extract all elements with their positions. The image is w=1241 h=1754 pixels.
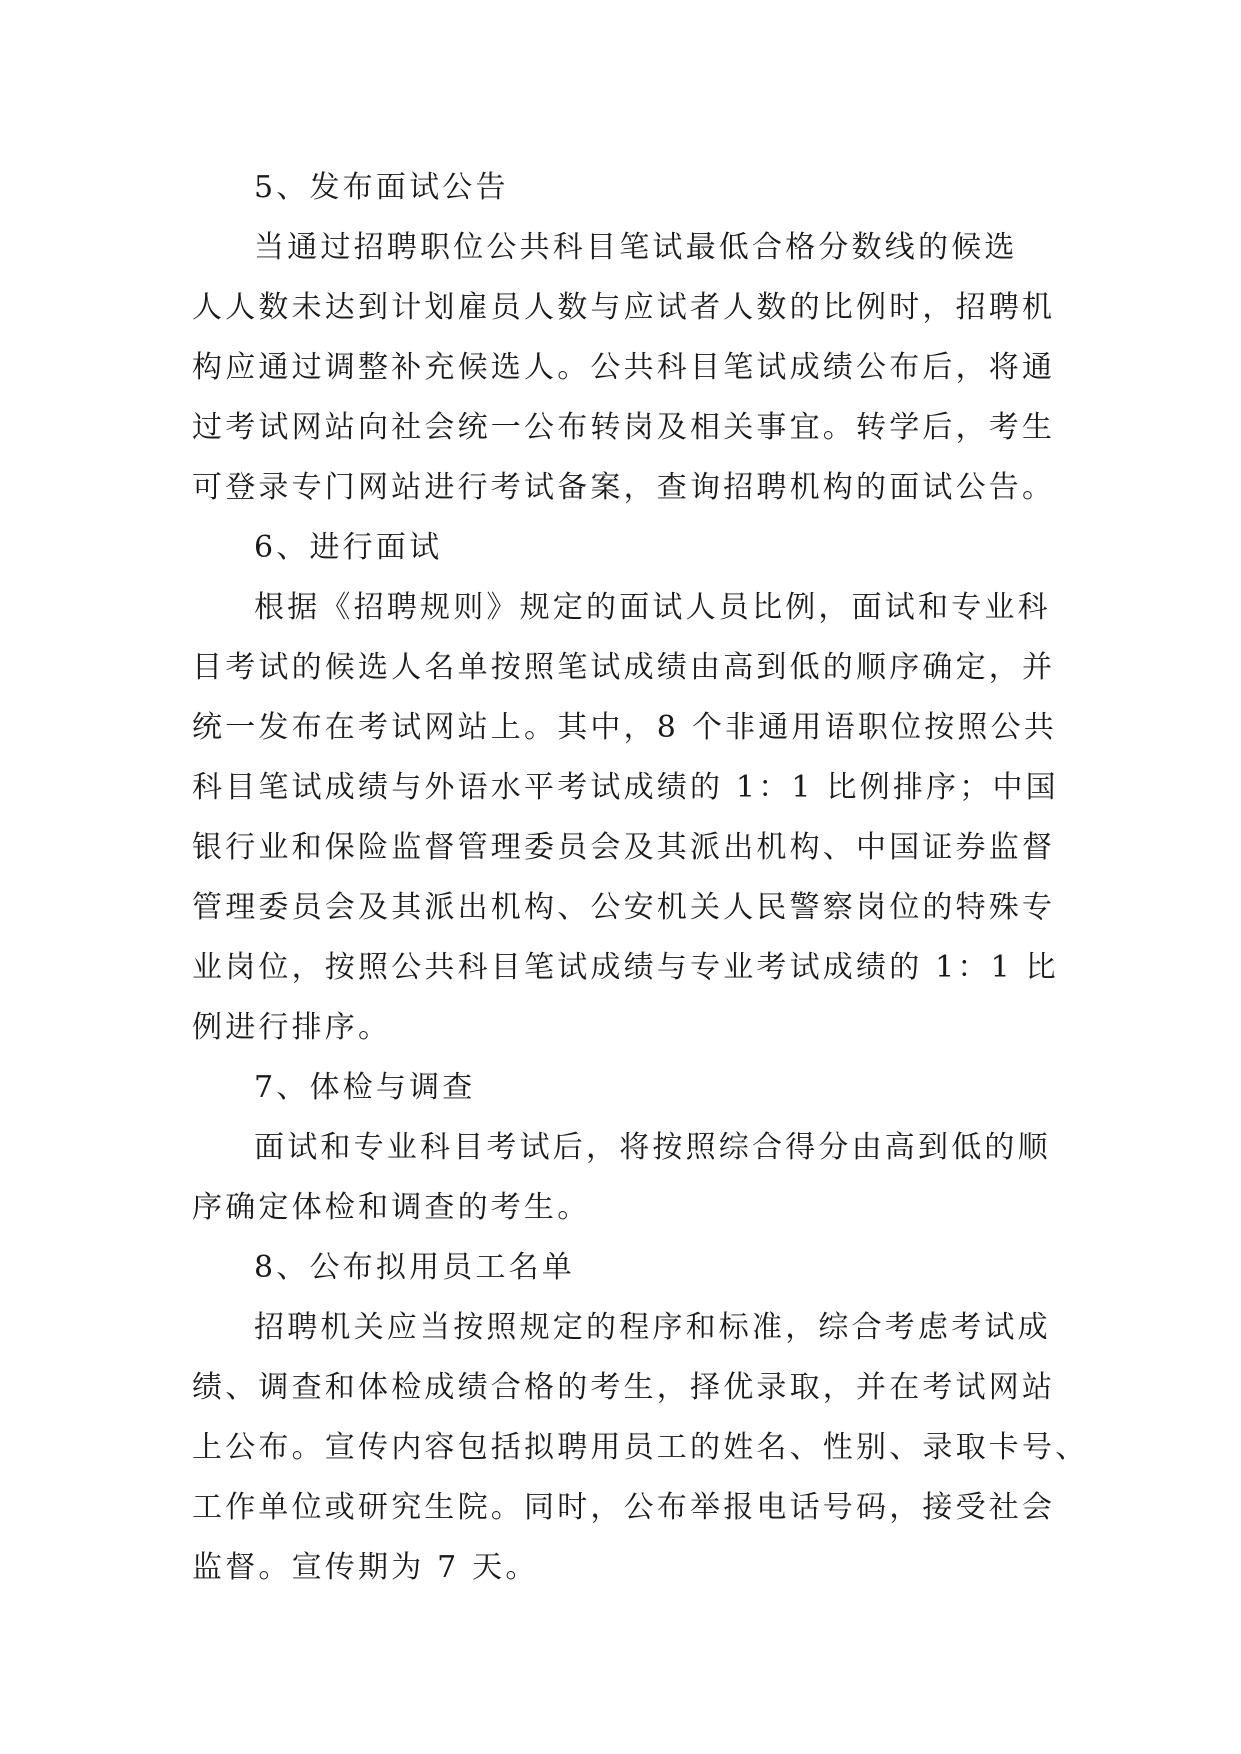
paragraph-line: 业岗位，按照公共科目笔试成绩与专业考试成绩的 1：1 比 <box>192 950 1059 985</box>
paragraph-line: 监督。宣传期为 7 天。 <box>192 1550 539 1585</box>
paragraph-line: 可登录专门网站进行考试备案，查询招聘机构的面试公告。 <box>192 470 1056 505</box>
paragraph-line: 构应通过调整补充候选人。公共科目笔试成绩公布后，将通 <box>192 350 1056 385</box>
document-body <box>192 158 1089 1598</box>
paragraph-line: 管理委员会及其派出机构、公安机关人民警察岗位的特殊专 <box>192 890 1056 925</box>
paragraph-line: 上公布。宣传内容包括拟聘用员工的姓名、性别、录取卡号、 <box>192 1430 1089 1465</box>
paragraph-line: 根据《招聘规则》规定的面试人员比例，面试和专业科 <box>254 590 1051 625</box>
section-heading-7: 7、体检与调查 <box>254 1070 476 1105</box>
paragraph-line: 绩、调查和体检成绩合格的考生，择优录取，并在考试网站 <box>192 1370 1056 1405</box>
paragraph-line: 科目笔试成绩与外语水平考试成绩的 1：1 比例排序；中国 <box>192 770 1059 805</box>
paragraph-line: 当通过招聘职位公共科目笔试最低合格分数线的候选 <box>254 230 1018 265</box>
paragraph-line: 例进行排序。 <box>192 1010 392 1045</box>
paragraph-line: 目考试的候选人名单按照笔试成绩由高到低的顺序确定，并 <box>192 650 1056 685</box>
paragraph-line: 统一发布在考试网站上。其中，8 个非通用语职位按照公共 <box>192 710 1058 745</box>
paragraph-line: 人人数未达到计划雇员人数与应试者人数的比例时，招聘机 <box>192 290 1056 325</box>
section-heading-5: 5、发布面试公告 <box>254 170 509 205</box>
paragraph-line: 面试和专业科目考试后，将按照综合得分由高到低的顺 <box>254 1130 1051 1165</box>
section-heading-8: 8、公布拟用员工名单 <box>254 1250 576 1285</box>
section-heading-6: 6、进行面试 <box>254 530 443 565</box>
paragraph-line: 招聘机关应当按照规定的程序和标准，综合考虑考试成 <box>254 1310 1051 1345</box>
paragraph-line: 工作单位或研究生院。同时，公布举报电话号码，接受社会 <box>192 1490 1056 1525</box>
paragraph-line: 序确定体检和调查的考生。 <box>192 1190 591 1225</box>
paragraph-line: 银行业和保险监督管理委员会及其派出机构、中国证券监督 <box>192 830 1056 865</box>
paragraph-line: 过考试网站向社会统一公布转岗及相关事宜。转学后，考生 <box>192 410 1056 445</box>
